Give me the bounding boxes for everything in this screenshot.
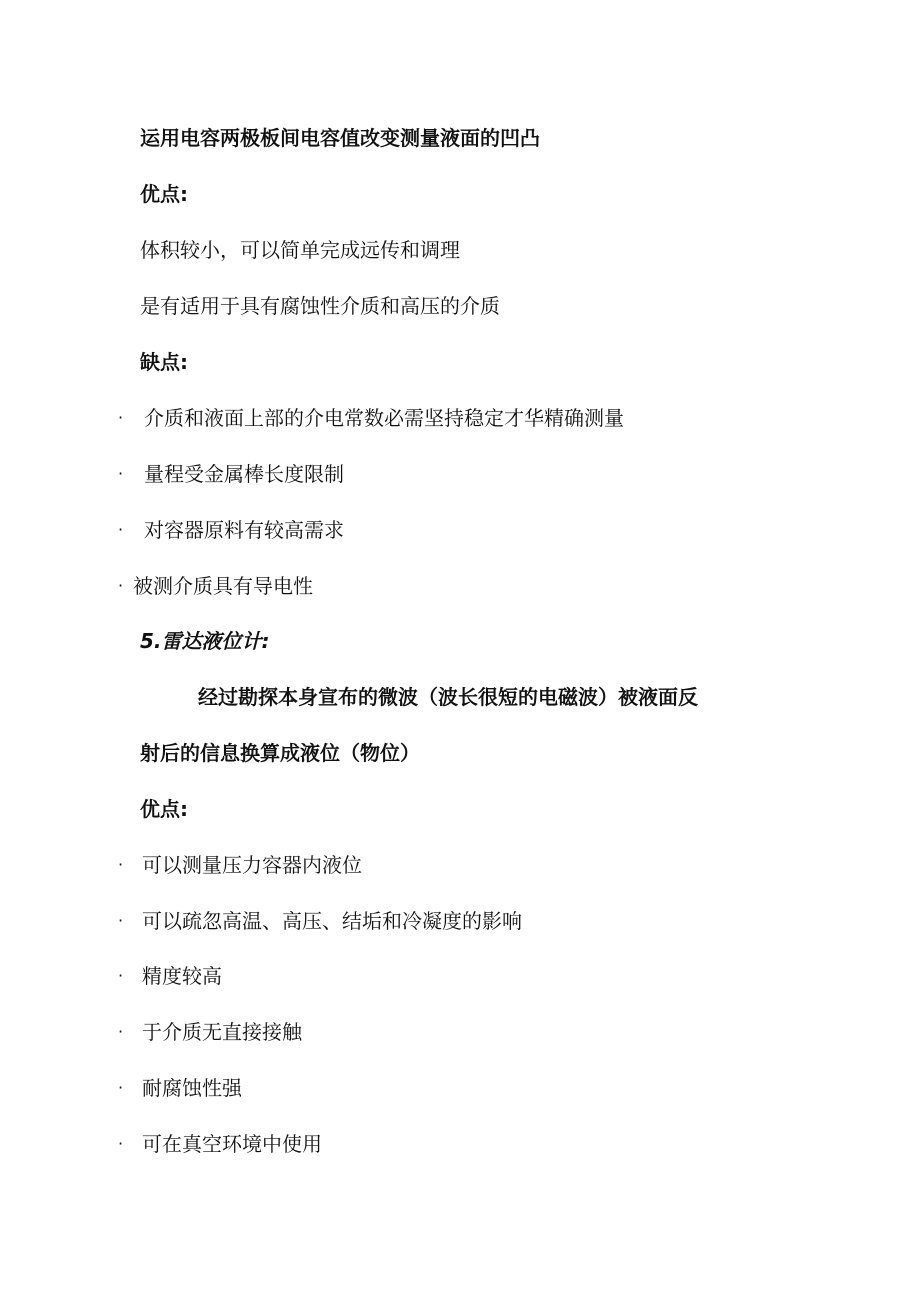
bullet-icon: ·	[118, 855, 124, 874]
principle-text: 运用电容两极板间电容值改变测量液面的凹凸	[140, 126, 540, 150]
pros-item: 体积较小，可以简单完成远传和调理	[140, 238, 460, 262]
pros-label: 优点:	[140, 797, 188, 821]
bullet-icon: ·	[118, 408, 124, 427]
bullet-icon: ·	[118, 966, 124, 985]
pros-item: 于介质无直接接触	[142, 1020, 302, 1044]
bullet-icon: ·	[118, 1134, 124, 1153]
pros-item: 可以疏忽高温、高压、结垢和冷凝度的影响	[142, 909, 522, 933]
pros-item: 可以测量压力容器内液位	[142, 853, 362, 877]
cons-item: 被测介质具有导电性	[133, 574, 313, 598]
description-line: 射后的信息换算成液位（物位）	[140, 741, 420, 765]
bullet-icon: ·	[118, 520, 124, 539]
cons-label: 缺点:	[140, 350, 188, 374]
section-heading: 5.雷达液位计:	[140, 629, 270, 653]
pros-item: 可在真空环境中使用	[142, 1132, 322, 1156]
bullet-icon: ·	[118, 911, 124, 930]
bullet-icon: ·	[118, 464, 124, 483]
cons-item: 对容器原料有较高需求	[144, 518, 344, 542]
cons-item: 介质和液面上部的介电常数必需坚持稳定才华精确测量	[144, 406, 624, 430]
description-line: 经过勘探本身宣布的微波（波长很短的电磁波）被液面反	[198, 685, 698, 709]
cons-item: 量程受金属棒长度限制	[144, 462, 344, 486]
bullet-icon: ·	[118, 1078, 124, 1097]
bullet-icon: ·	[118, 1022, 124, 1041]
bullet-icon: ·	[118, 576, 124, 595]
pros-item: 耐腐蚀性强	[142, 1076, 242, 1100]
pros-item: 是有适用于具有腐蚀性介质和高压的介质	[140, 294, 500, 318]
pros-item: 精度较高	[142, 964, 222, 988]
pros-label: 优点:	[140, 182, 188, 206]
